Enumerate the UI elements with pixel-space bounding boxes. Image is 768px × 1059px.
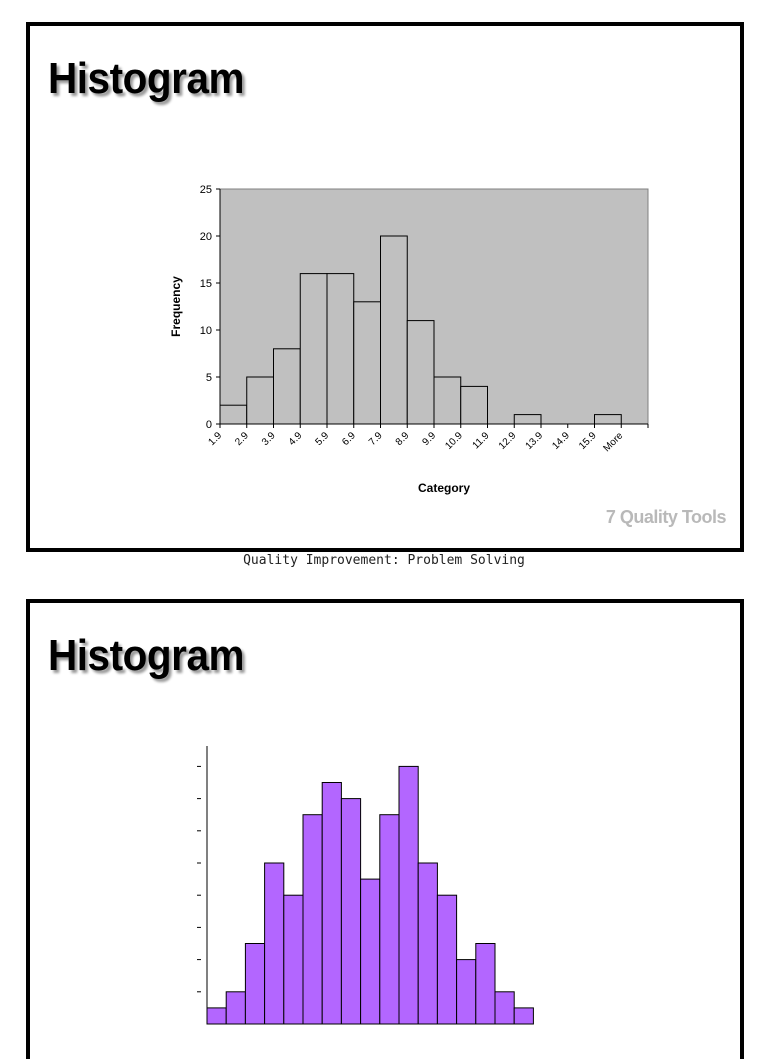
histogram-bar: [300, 274, 327, 424]
histogram-bar: [207, 1008, 226, 1024]
histogram-bar: [245, 944, 264, 1025]
histogram-bar: [284, 895, 303, 1024]
histogram-bar: [226, 992, 245, 1024]
x-tick-label: 9.9: [420, 430, 439, 448]
histogram-bar: [381, 236, 408, 424]
y-tick-label: 20: [199, 231, 212, 243]
x-axis-label: Category: [417, 481, 471, 495]
histogram-bar: [495, 992, 514, 1024]
x-tick-label: 5.9: [313, 430, 332, 448]
x-tick-label: 11.9: [470, 430, 492, 452]
x-tick-label: 6.9: [340, 430, 358, 448]
histogram-bar: [274, 349, 301, 424]
x-tick-label: 15.9: [577, 430, 599, 452]
x-tick-label: 2.9: [233, 430, 251, 448]
slide-bottom: [26, 599, 744, 1059]
histogram-bar: [399, 766, 418, 1024]
histogram-bar: [418, 863, 437, 1024]
histogram-bar: [220, 405, 247, 424]
slide-title: Histogram: [48, 631, 245, 680]
x-tick-label: More: [601, 430, 626, 455]
y-tick-label: 5: [205, 372, 212, 384]
histogram-bar: [322, 783, 341, 1025]
histogram-bar: [361, 879, 380, 1024]
y-axis-label: Frequency: [169, 276, 183, 337]
histogram-chart-bottom: [30, 603, 740, 1033]
x-tick-label: 7.9: [367, 430, 385, 448]
slide-top: [26, 22, 744, 552]
histogram-bar: [514, 415, 541, 424]
y-tick-label: 10: [199, 325, 212, 337]
x-tick-label: 4.9: [286, 430, 305, 448]
caption: Quality Improvement: Problem Solving: [243, 553, 525, 568]
histogram-bar: [247, 377, 274, 424]
slide-title: Histogram: [48, 54, 245, 103]
histogram-bar: [327, 274, 354, 424]
histogram-bar: [265, 863, 284, 1024]
x-tick-label: 14.9: [550, 430, 572, 452]
histogram-bar: [514, 1008, 533, 1024]
histogram-bar: [380, 815, 399, 1024]
x-tick-label: 8.9: [393, 430, 412, 448]
histogram-chart-top: [30, 26, 740, 548]
x-tick-label: 13.9: [523, 430, 546, 452]
y-tick-label: 25: [199, 184, 212, 196]
histogram-bar: [354, 302, 381, 424]
y-tick-label: 0: [205, 419, 212, 431]
histogram-bar: [434, 377, 461, 424]
histogram-bar: [595, 415, 622, 424]
histogram-bar: [407, 321, 434, 424]
histogram-bar: [457, 960, 476, 1024]
x-tick-label: 10.9: [443, 430, 465, 452]
histogram-bar: [341, 799, 360, 1024]
x-tick-label: 12.9: [496, 430, 519, 452]
watermark: 7 Quality Tools: [605, 507, 726, 527]
histogram-bar: [437, 895, 456, 1024]
histogram-bar: [303, 815, 322, 1024]
x-tick-label: 3.9: [260, 430, 278, 448]
histogram-bar: [476, 944, 495, 1025]
y-tick-label: 15: [199, 278, 212, 290]
x-tick-label: 1.9: [206, 430, 225, 448]
histogram-bar: [461, 386, 488, 424]
